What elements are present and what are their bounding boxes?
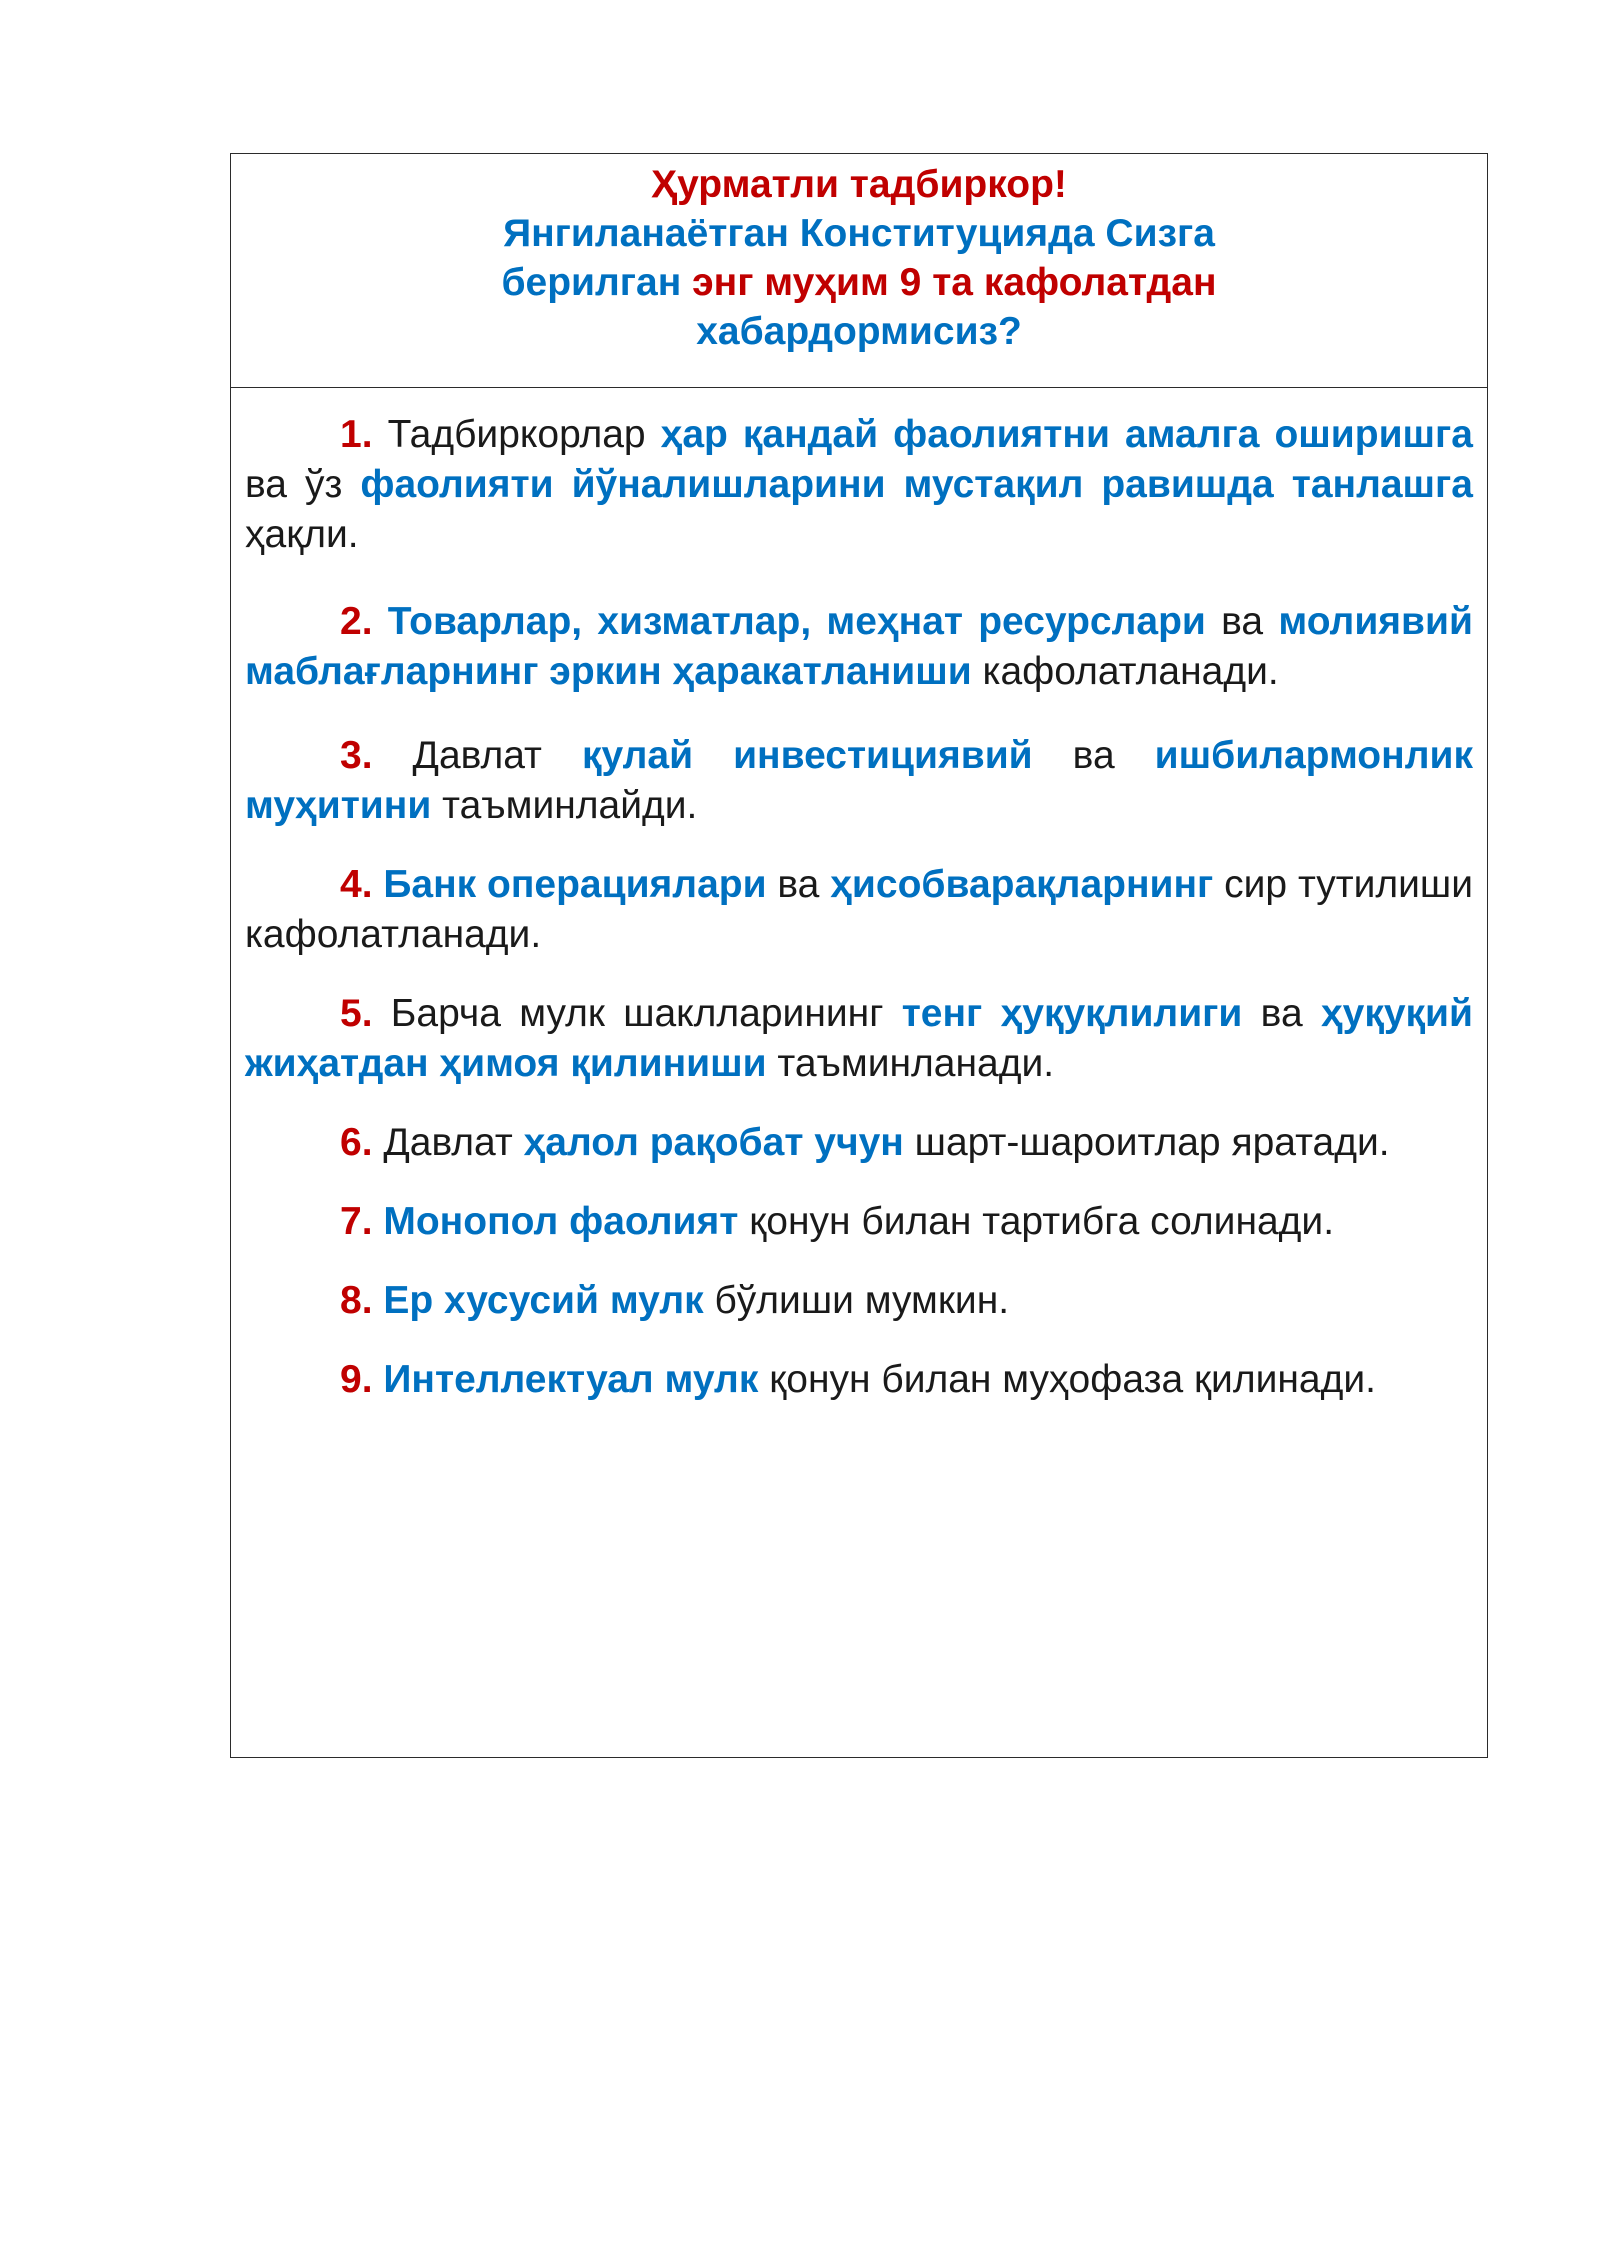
item-text: таъминланади. (766, 1042, 1055, 1085)
guarantee-item-1 (245, 410, 1473, 560)
item-keyword: ишбилармонлик муҳитини (245, 734, 1473, 827)
guarantee-item-6 (245, 1118, 1473, 1168)
item-number: 5. (340, 992, 373, 1035)
item-keyword: Ер хусусий мулк (383, 1279, 704, 1322)
item-keyword: ҳар қандай фаолиятни амалга оширишга (660, 413, 1473, 456)
item-keyword: Монопол фаолият (383, 1200, 739, 1243)
item-number: 1. (340, 413, 373, 456)
item-text: Тадбиркорлар (372, 413, 661, 456)
item-text: ва (766, 863, 831, 906)
guarantees-list (231, 410, 1487, 1405)
item-keyword: ҳисобварақларнинг (830, 863, 1214, 906)
guarantee-item-9 (245, 1355, 1473, 1405)
guarantee-item-7 (245, 1197, 1473, 1247)
item-keyword: Интеллектуал мулк (383, 1358, 759, 1401)
item-number: 8. (340, 1279, 373, 1322)
header-box (231, 154, 1487, 388)
item-text: қонун билан муҳофаза қилинади. (758, 1358, 1376, 1401)
item-keyword: молиявий маблағларнинг эркин ҳаракатланиши (245, 600, 1473, 693)
header-line-3 (231, 258, 1487, 307)
item-keyword: фаолияти йўналишларини мустақил равишда танлашга (360, 463, 1473, 506)
item-text (373, 1279, 384, 1322)
item-keyword: Товарлар, хизматлар, меҳнат ресурслари (387, 600, 1206, 643)
item-number: 4. (340, 863, 373, 906)
item-text: шарт-шароитлар яратади. (903, 1121, 1390, 1164)
item-text (373, 863, 384, 906)
item-keyword: ҳуқуқий жиҳатдан ҳимоя қилиниши (245, 992, 1473, 1085)
item-keyword: Банк операциялари (383, 863, 767, 906)
item-text: ва (1242, 992, 1321, 1035)
item-text: ва (1032, 734, 1155, 777)
item-text: таъминлайди. (431, 784, 698, 827)
item-text (373, 1358, 384, 1401)
item-text: ва (1205, 600, 1279, 643)
document-frame (230, 153, 1488, 1758)
item-text (373, 600, 388, 643)
item-text (373, 1200, 384, 1243)
item-number: 2. (340, 600, 373, 643)
item-text: ҳақли. (245, 513, 359, 556)
header-line-2: Янгиланаётган Конституцияда Сизга (503, 212, 1215, 255)
item-text: кафолатланади. (971, 650, 1279, 693)
guarantee-item-2 (245, 597, 1473, 697)
item-keyword: қулай инвестициявий (581, 734, 1033, 777)
item-keyword: ҳалол рақобат учун (523, 1121, 904, 1164)
guarantee-item-3 (245, 731, 1473, 831)
item-text: Давлат (372, 1121, 524, 1164)
item-number: 9. (340, 1358, 373, 1401)
item-number: 3. (340, 734, 373, 777)
item-text: Давлат (372, 734, 582, 777)
header-line-4: хабардормисиз? (696, 310, 1022, 353)
item-number: 7. (340, 1200, 373, 1243)
item-text: Барча мулк шаклларининг (372, 992, 902, 1035)
item-text: бўлиши мумкин. (703, 1279, 1010, 1322)
item-text: сир тутилиши кафолатланади. (245, 863, 1474, 956)
greeting-title: Ҳурматли тадбиркор! (651, 163, 1067, 206)
guarantee-item-5 (245, 989, 1473, 1089)
guarantee-item-4 (245, 860, 1473, 960)
header-line-3-red: энг муҳим 9 та кафолатдан (692, 261, 1217, 304)
item-text: ва ўз (245, 463, 361, 506)
item-number: 6. (340, 1121, 373, 1164)
item-keyword: тенг ҳуқуқлилиги (901, 992, 1243, 1035)
item-text: қонун билан тартибга солинади. (738, 1200, 1335, 1243)
guarantee-item-8 (245, 1276, 1473, 1326)
header-line-3-blue: берилган (501, 261, 693, 304)
